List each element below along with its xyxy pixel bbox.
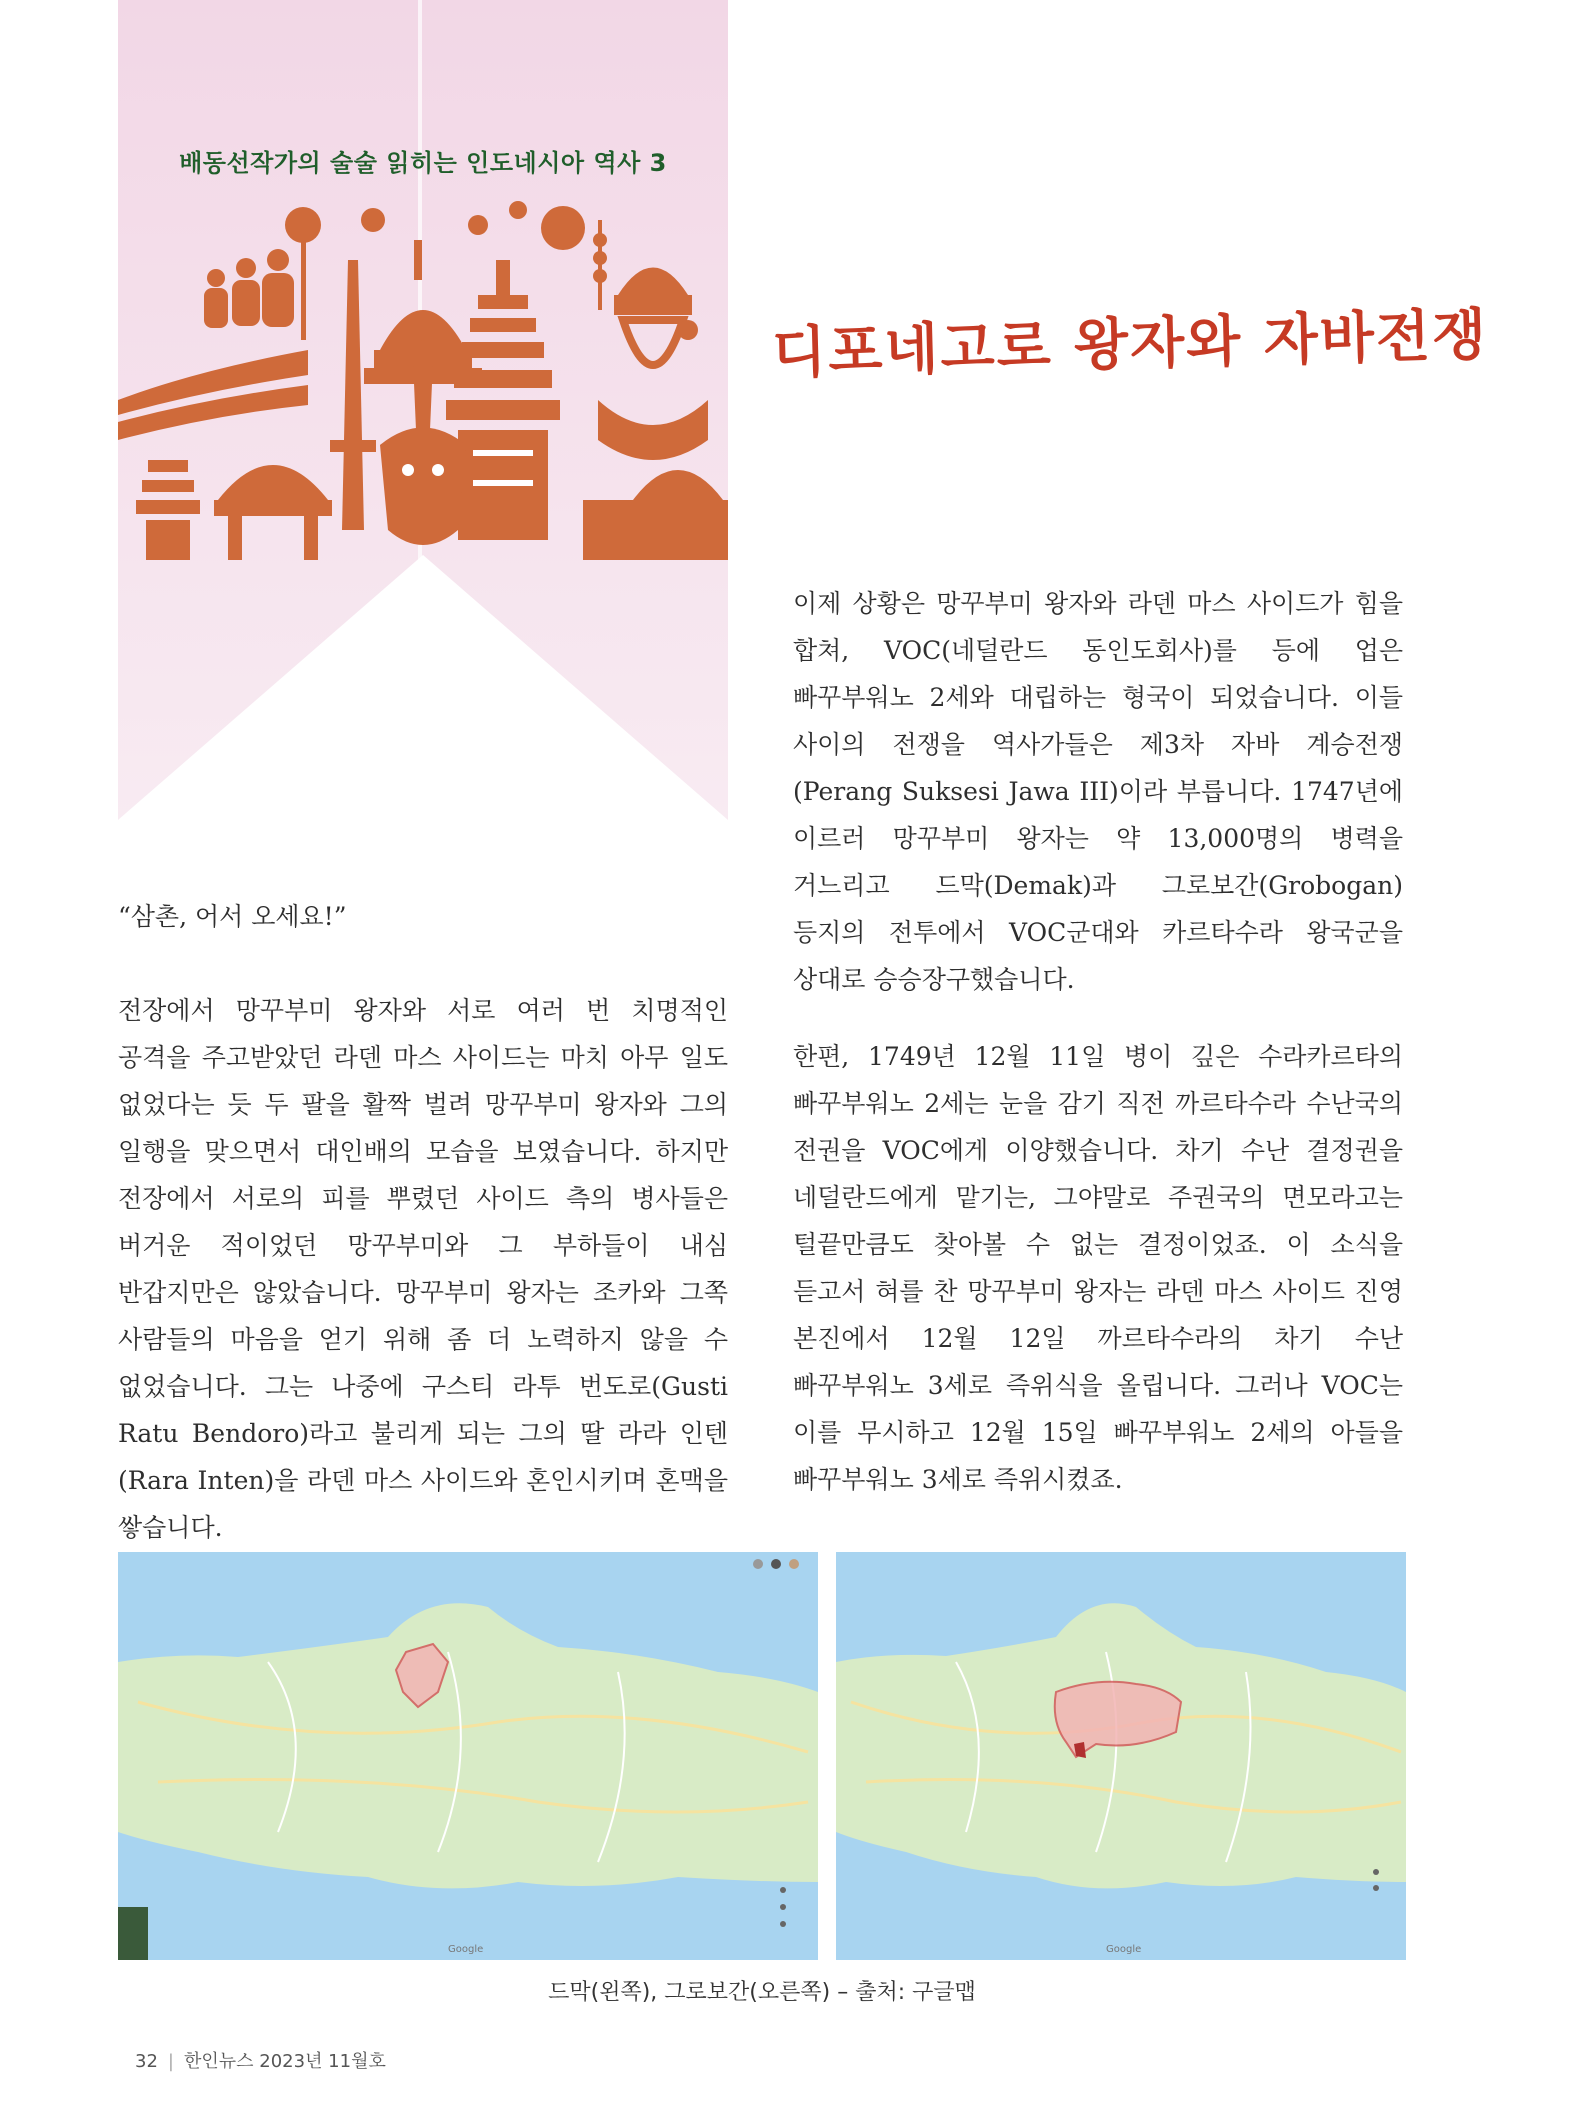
publication-name: 한인뉴스 2023년 11월호 — [183, 2051, 386, 2072]
culture-ornament-illustration — [118, 200, 728, 560]
quote-line: “삼촌, 어서 오세요!” — [118, 902, 347, 931]
google-watermark-left: Google — [448, 1944, 484, 1955]
figure-caption: 드막(왼쪽), 그로보간(오른쪽) – 출처: 구글맵 — [548, 1980, 976, 2005]
paragraph-right-1: 이제 상황은 망꾸부미 왕자와 라덴 마스 사이드가 힘을 합쳐, VOC(네덜란드 동인도회사)를 등에 업은 빠꾸부워노 2세와 대립하는 형국이 되었습니다. 이들 사이의 전쟁을 역사가들은 제3차 자바 계승전쟁(Perang Suksesi Jawa III)이라 부릅니다. 1747년에 이르러 망꾸부미 왕자는 약 13,000명의 병력을 거느리고 드막(Demak)과 그로보간(Grobogan) 등지의 전투에서 VOC군대와 카르타수라 왕국군을 상대로 승승장구했습니다. — [793, 589, 1403, 994]
page-number: 32 — [135, 2051, 158, 2072]
paragraph-left: 전장에서 망꾸부미 왕자와 서로 여러 번 치명적인 공격을 주고받았던 라덴 마스 사이드는 마치 아무 일도 없었다는 듯 두 팔을 활짝 벌려 망꾸부미 왕자와 그의 일행을 맞으면서 대인배의 모습을 보였습니다. 하지만 전장에서 서로의 피를 뿌렸던 사이드 측의 병사들은 버거운 적이었던 망꾸부미와 그 부하들이 내심 반갑지만은 않았습니다. 망꾸부미 왕자는 조카와 그쪽 사람들의 마음을 얻기 위해 좀 더 노력하지 않을 수 없었습니다. 그는 나중에 구스티 라투 번도로(Gusti Ratu Bendoro)라고 불리게 되는 그의 딸 라라 인텐(Rara Inten)을 라덴 마스 사이드와 혼인시키며 혼맥을 쌓습니다. — [118, 996, 728, 1542]
map-demak — [118, 1552, 818, 1960]
paragraph-right-2: 한편, 1749년 12월 11일 병이 깊은 수라카르타의 빠꾸부워노 2세는 눈을 감기 직전 까르타수라 수난국의 전권을 VOC에게 이양했습니다. 차기 수난 결정권을 네덜란드에게 맡기는, 그야말로 주권국의 면모라고는 털끝만큼도 찾아볼 수 없는 결정이었죠. 이 소식을 듣고서 혀를 찬 망꾸부미 왕자는 라덴 마스 사이드 진영 본진에서 12월 12일 까르타수라의 차기 수난 빠꾸부워노 3세로 즉위식을 올립니다. 그러나 VOC는 이를 무시하고 12월 15일 빠꾸부워노 2세의 아들을 빠꾸부워노 3세로 즉위시켰죠. — [793, 1042, 1403, 1494]
series-title: 배동선작가의 술술 읽히는 인도네시아 역사 3 — [179, 149, 667, 177]
google-watermark-right: Google — [1106, 1944, 1142, 1955]
article-title: 디포네고로 왕자와 자바전쟁 — [771, 302, 1489, 387]
page-footer — [135, 2047, 386, 2073]
footer-separator: | — [167, 2051, 174, 2072]
map-grobogan — [836, 1552, 1406, 1960]
